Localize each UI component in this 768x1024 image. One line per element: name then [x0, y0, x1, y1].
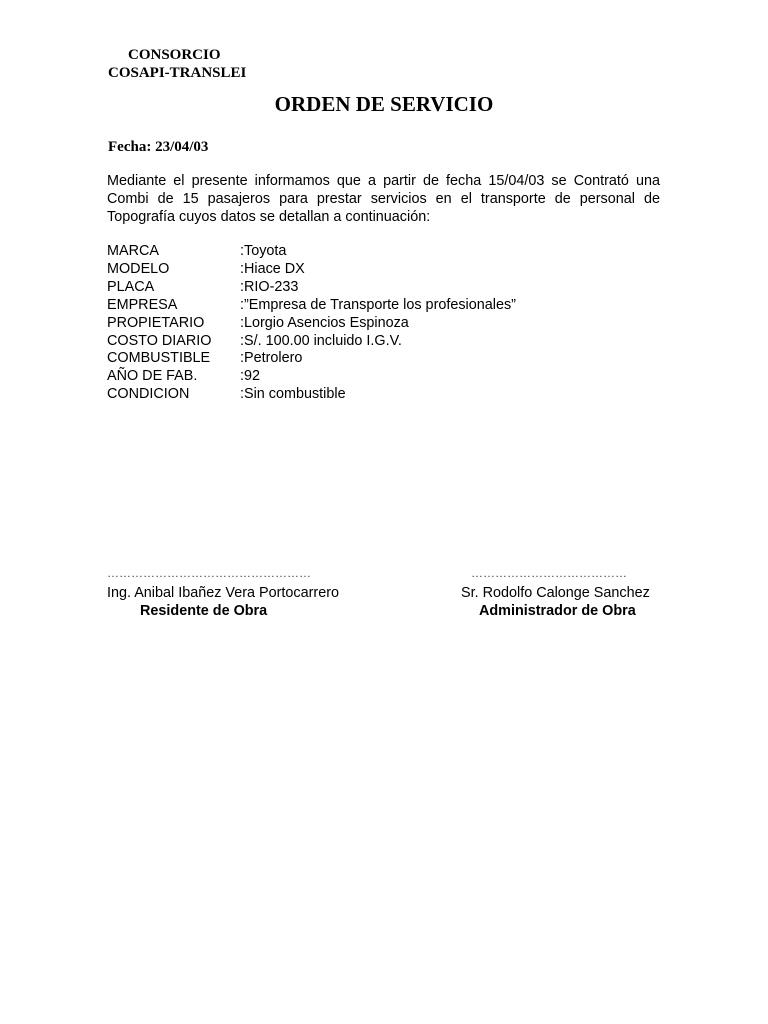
document-title: ORDEN DE SERVICIO [274, 92, 494, 116]
spec-label: COMBUSTIBLE [107, 350, 211, 367]
spec-label: EMPRESA [107, 296, 178, 313]
spec-label: AÑO DE FAB. [107, 368, 198, 385]
document-date: Fecha: 23/04/03 [108, 139, 209, 155]
signature-block-administrator [461, 566, 650, 620]
vehicle-specs [107, 243, 516, 404]
spec-row-combustible [107, 350, 516, 368]
spec-row-placa [107, 279, 516, 297]
signature-line: …………………………………………… [107, 566, 311, 580]
spec-row-modelo [107, 261, 516, 279]
spec-label: COSTO DIARIO [107, 332, 212, 349]
signatory-name: Ing. Anibal Ibañez Vera Portocarrero [107, 585, 339, 601]
spec-label: MODELO [107, 260, 170, 277]
spec-row-marca [107, 243, 516, 261]
spec-row-propietario [107, 315, 516, 333]
spec-value: :S/. 100.00 incluido I.G.V. [240, 332, 402, 349]
spec-label: PROPIETARIO [107, 314, 205, 331]
signatory-role: Residente de Obra [140, 603, 268, 619]
spec-value: :92 [240, 368, 261, 385]
spec-value: :Sin combustible [240, 386, 346, 403]
spec-row-condicion [107, 386, 516, 404]
signature-block-resident [107, 566, 339, 620]
spec-row-costo-diario [107, 333, 516, 351]
signature-line: ………………………………… [471, 566, 627, 580]
company-name-line1: CONSORCIO [128, 47, 221, 63]
spec-label: CONDICION [107, 386, 190, 403]
company-name-line2: COSAPI-TRANSLEI [108, 65, 247, 81]
spec-value: :Lorgio Asencios Espinoza [240, 314, 409, 331]
signatory-name: Sr. Rodolfo Calonge Sanchez [461, 585, 650, 601]
company-name [108, 46, 246, 82]
spec-value: :RIO-233 [240, 278, 299, 295]
intro-paragraph: Mediante el presente informamos que a partir de fecha 15/04/03 se Contrató una Combi de 15 pasajeros para prestar servicios en el transporte de personal de Topografía cuyos datos se detallan a continuación: [107, 173, 660, 225]
spec-value: :Toyota [240, 243, 287, 259]
spec-value: :”Empresa de Transporte los profesionales” [240, 296, 516, 313]
spec-value: :Petrolero [240, 350, 303, 367]
spec-value: :Hiace DX [240, 260, 305, 277]
spec-label: MARCA [107, 243, 159, 259]
signatory-role: Administrador de Obra [479, 603, 636, 619]
spec-row-empresa [107, 297, 516, 315]
spec-label: PLACA [107, 278, 155, 295]
spec-row-ano-fab [107, 368, 516, 386]
